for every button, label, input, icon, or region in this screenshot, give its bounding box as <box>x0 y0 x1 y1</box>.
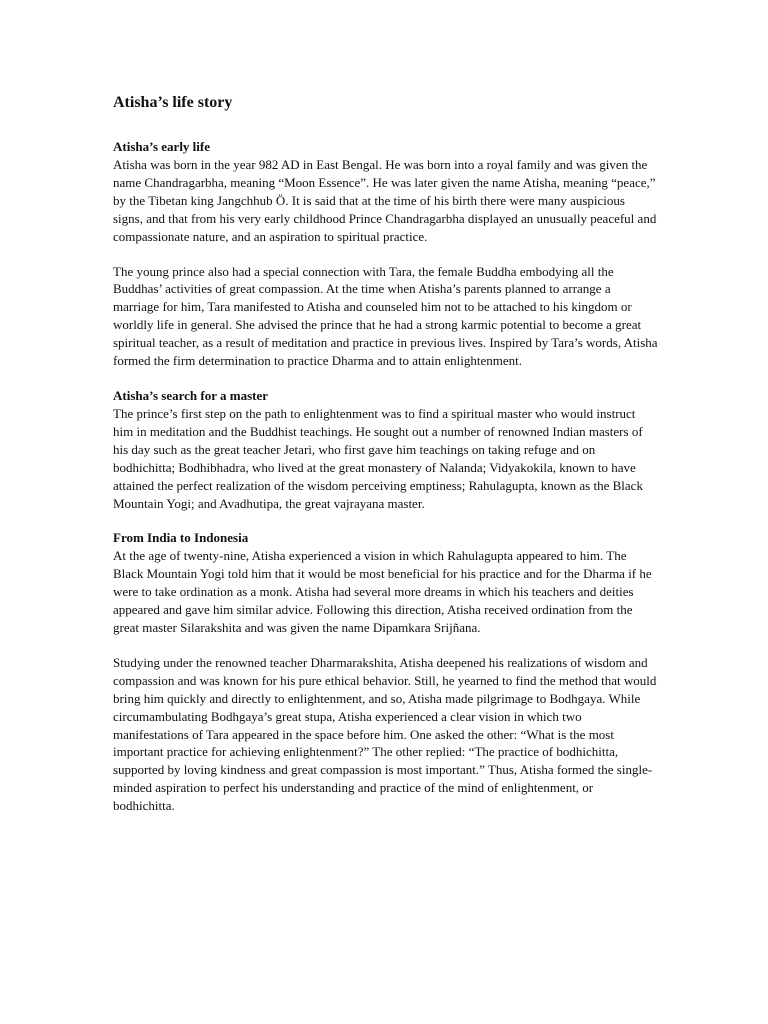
paragraph: The prince’s first step on the path to enlightenment was to find a spiritual master who would instruct him in meditation and the Buddhist teachings. He sought out a number of renowned Indian masters of his day such as the great teacher Jetari, who first gave him teachings on taking refuge and on bodhichitta; Bodhibhadra, who lived at the great monastery of Nalanda; Vidyakokila, known to have attained the perfect realization of the wisdom perceiving emptiness; Rahulagupta, known as the Black Mountain Yogi; and Avadhutipa, the great vajrayana master. <box>113 405 643 511</box>
section-heading: Atisha’s search for a master <box>113 387 269 403</box>
section-heading: From India to Indonesia <box>113 530 249 546</box>
paragraph: Studying under the renowned teacher Dharmarakshita, Atisha deepened his realizations of wisdom and compassion and was known for his pure ethical behavior. Still, he yearned to find the method that would bring him quickly and directly to enlightenment, and so, Atisha made pilgrimage to Bodhgaya. While circumambulating Bodhgaya’s great stupa, Atisha experienced a clear vision in which two manifestations of Tara appeared in the space before him. One asked the other: “What is the most important practice for achieving enlightenment?” The other replied: “The practice of bodhichitta, supported by loving kindness and great compassion is most important.” Thus, Atisha formed the single-minded aspiration to perfect his understanding and practice of the mind of enlightenment, or bodhichitta. <box>113 654 657 814</box>
paragraph: At the age of twenty-nine, Atisha experienced a vision in which Rahulagupta appeared to him. The Black Mountain Yogi told him that it would be most beneficial for his practice and for the Dharma if he were to take ordination as a monk. Atisha had several more dreams in which his teachers and deities appeared and gave him similar advice. Following this direction, Atisha received ordination from the great master Silarakshita and was given the name Dipamkara Srijñana. <box>113 548 652 636</box>
section-early-life <box>113 138 658 370</box>
document-title: Atisha’s life story <box>113 94 233 111</box>
section-search-for-master <box>113 387 658 512</box>
section-heading: Atisha’s early life <box>113 139 210 154</box>
paragraph: The young prince also had a special connection with Tara, the female Buddha embodying all the Buddhas’ activities of great compassion. At the time when Atisha’s parents planned to arrange a marriage for him, Tara manifested to Atisha and counseled him not to be attached to his kingdom or worldly life in general. She advised the prince that he had a strong karmic potential to become a great spiritual teacher, as a result of meditation and practice in previous lives. Inspired by Tara’s words, Atisha formed the firm determination to practice Dharma and to attain enlightenment. <box>113 263 658 369</box>
document-page <box>113 92 658 832</box>
section-india-to-indonesia <box>113 529 658 815</box>
paragraph: Atisha was born in the year 982 AD in East Bengal. He was born into a royal family and was given the name Chandragarbha, meaning “Moon Essence”. He was later given the name Atisha, meaning “peace,” by the Tibetan king Jangchhub Ö. It is said that at the time of his birth there were many auspicious signs, and that from his very early childhood Prince Chandragarbha displayed an unusually peaceful and compassionate nature, and an aspiration to spiritual practice. <box>113 157 657 244</box>
